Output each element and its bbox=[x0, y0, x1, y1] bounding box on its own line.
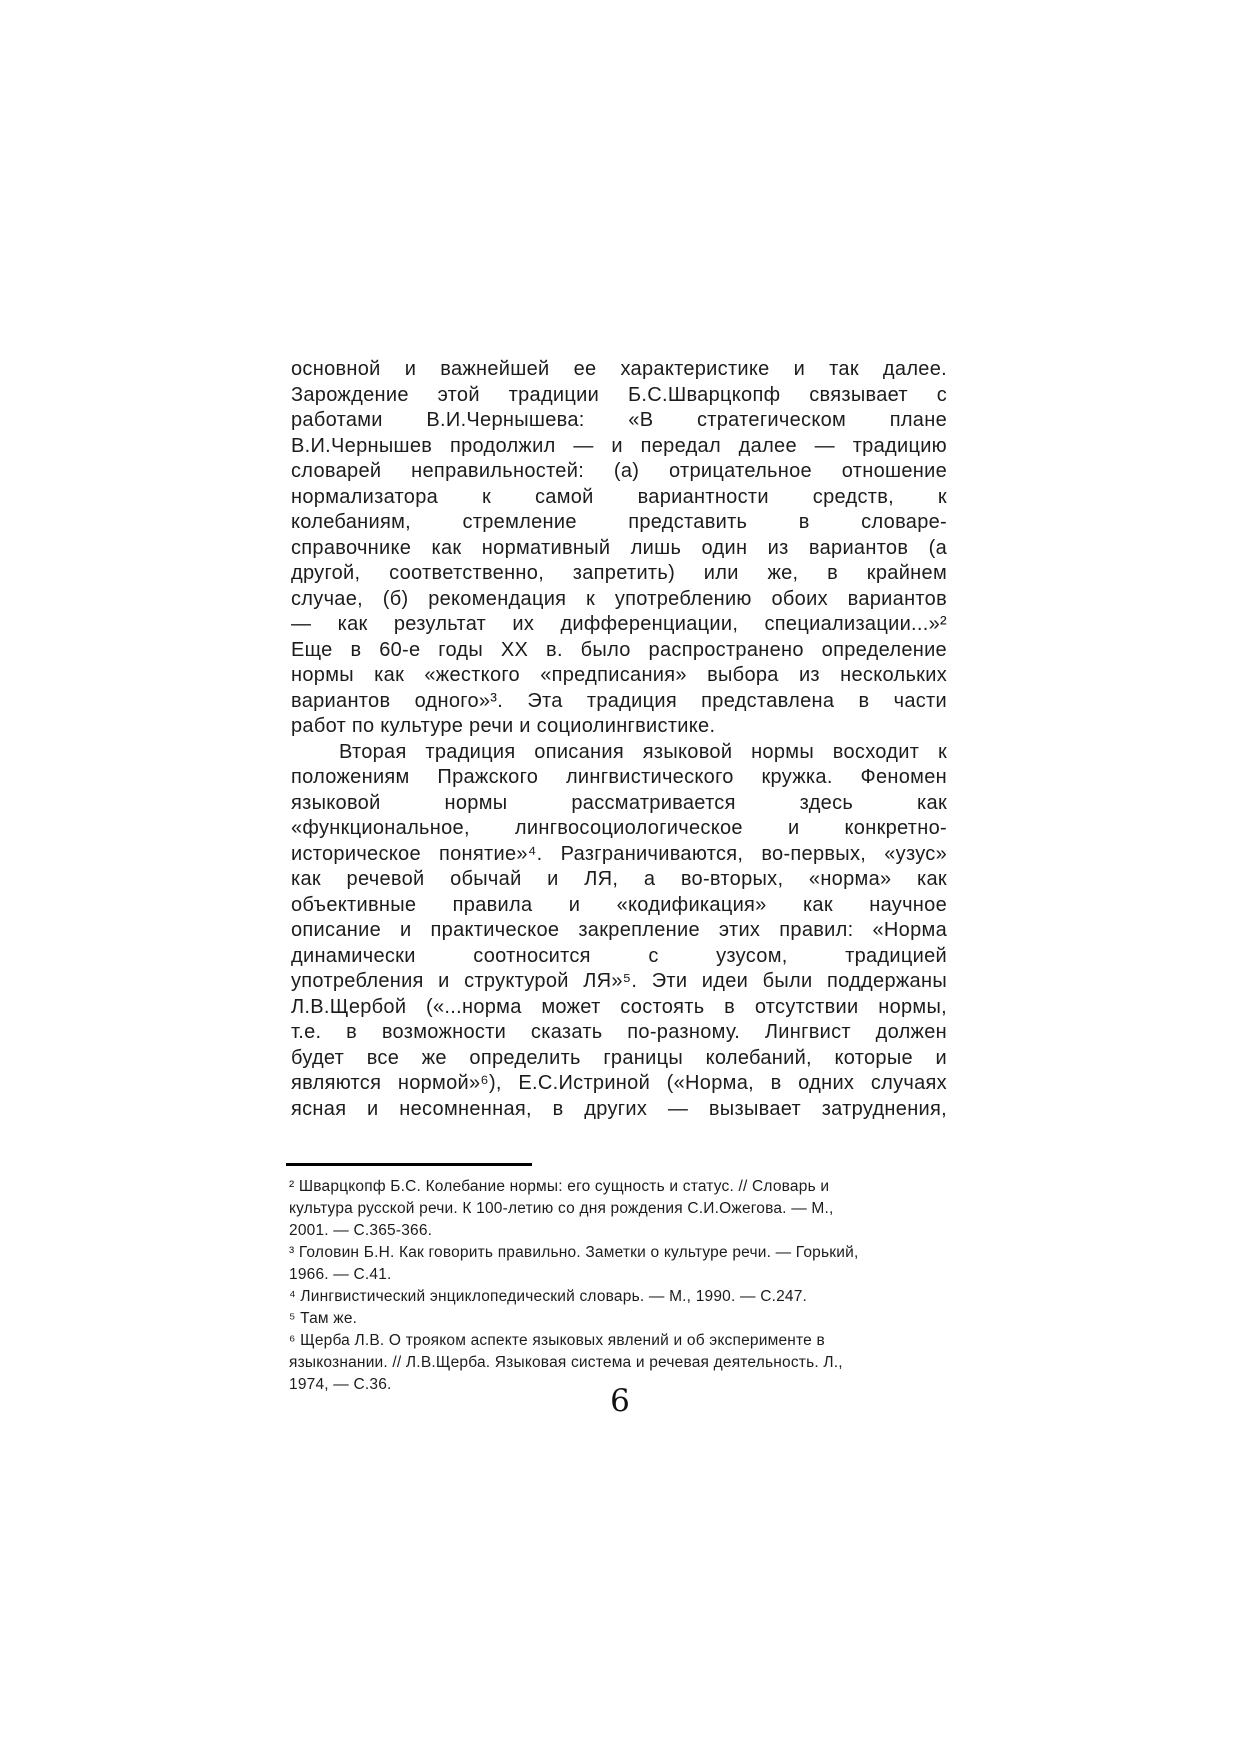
footnotes-block bbox=[289, 1176, 951, 1396]
body-line: т.е. в возможности сказать по-разному. Лингвист должен bbox=[291, 1021, 947, 1043]
body-line: Еще в 60-е годы XX в. было распространено определение bbox=[291, 638, 947, 661]
footnote-separator-rule bbox=[286, 1163, 532, 1166]
body-line: Вторая традиция описания языковой нормы восходит к bbox=[339, 740, 947, 763]
footnote-line: ⁶ Щерба Л.В. О трояком аспекте языковых явлений и об эксперименте в bbox=[289, 1332, 825, 1349]
body-line: Л.В.Щербой («...норма может состоять в отсутствии нормы, bbox=[291, 995, 947, 1018]
body-line: В.И.Чернышев продолжил — и передал далее — традицию bbox=[291, 434, 947, 457]
body-line: работ по культуре речи и социолингвистике. bbox=[291, 715, 716, 737]
footnote-line: 2001. — С.365-366. bbox=[289, 1222, 433, 1239]
footnote-line: ² Шварцкопф Б.С. Колебание нормы: его сущность и статус. // Словарь и bbox=[289, 1178, 830, 1195]
body-line: употребления и структурой ЛЯ»⁵. Эти идеи были поддержаны bbox=[291, 970, 947, 992]
body-line: основной и важнейшей ее характеристике и так далее. bbox=[291, 358, 947, 380]
body-line: объективные правила и «кодификация» как научное bbox=[291, 893, 947, 916]
body-line: колебаниям, стремление представить в словаре- bbox=[291, 511, 947, 533]
footnote-line: языкознании. // Л.В.Щерба. Языковая система и речевая деятельность. Л., bbox=[289, 1354, 843, 1371]
body-line: словарей неправильностей: (а) отрицательное отношение bbox=[291, 460, 947, 482]
body-line: Зарождение этой традиции Б.С.Шварцкопф связывает с bbox=[291, 383, 947, 406]
body-line: вариантов одного»³. Эта традиция представлена в части bbox=[291, 689, 947, 712]
body-line: положениям Пражского лингвистического кружка. Феномен bbox=[291, 766, 947, 788]
body-line: будет все же определить границы колебаний, которые и bbox=[291, 1046, 947, 1069]
body-line: — как результат их дифференциации, специализации...»² bbox=[291, 613, 947, 635]
body-line: языковой нормы рассматривается здесь как bbox=[291, 791, 947, 814]
body-line: справочнике как нормативный лишь один из вариантов (а bbox=[291, 536, 947, 559]
footnote-line: ⁵ Там же. bbox=[289, 1310, 358, 1327]
body-text-block bbox=[291, 357, 947, 1122]
body-line: работами В.И.Чернышева: «В стратегическом плане bbox=[291, 409, 947, 431]
footnote-line: 1974, — С.36. bbox=[289, 1376, 392, 1393]
footnote-line: ³ Головин Б.Н. Как говорить правильно. Заметки о культуре речи. — Горький, bbox=[289, 1244, 859, 1261]
body-line: нормализатора к самой вариантности средств, к bbox=[291, 485, 947, 508]
body-line: описание и практическое закрепление этих правил: «Норма bbox=[291, 919, 947, 941]
page-number: 6 bbox=[610, 1383, 630, 1419]
footnote-line: 1966. — С.41. bbox=[289, 1266, 392, 1283]
footnote-line: ⁴ Лингвистический энциклопедический словарь. — М., 1990. — С.247. bbox=[289, 1288, 808, 1305]
body-line: являются нормой»⁶), Е.С.Истриной («Норма, в одних случаях bbox=[291, 1072, 947, 1094]
body-line: ясная и несомненная, в других — вызывает затруднения, bbox=[291, 1097, 947, 1120]
body-line: как речевой обычай и ЛЯ, а во-вторых, «норма» как bbox=[291, 868, 947, 890]
body-line: случае, (б) рекомендация к употреблению обоих вариантов bbox=[291, 587, 947, 610]
body-line: нормы как «жесткого «предписания» выбора из нескольких bbox=[291, 664, 947, 686]
body-line: «функциональное, лингвосоциологическое и конкретно- bbox=[291, 817, 947, 839]
footnote-line: культура русской речи. К 100-летию со дня рождения С.И.Ожегова. — М., bbox=[289, 1200, 834, 1217]
body-line: другой, соответственно, запретить) или же, в крайнем bbox=[291, 562, 947, 584]
body-line: динамически соотносится с узусом, традицией bbox=[291, 944, 947, 967]
body-line: историческое понятие»⁴. Разграничиваются, во-первых, «узус» bbox=[291, 842, 947, 865]
